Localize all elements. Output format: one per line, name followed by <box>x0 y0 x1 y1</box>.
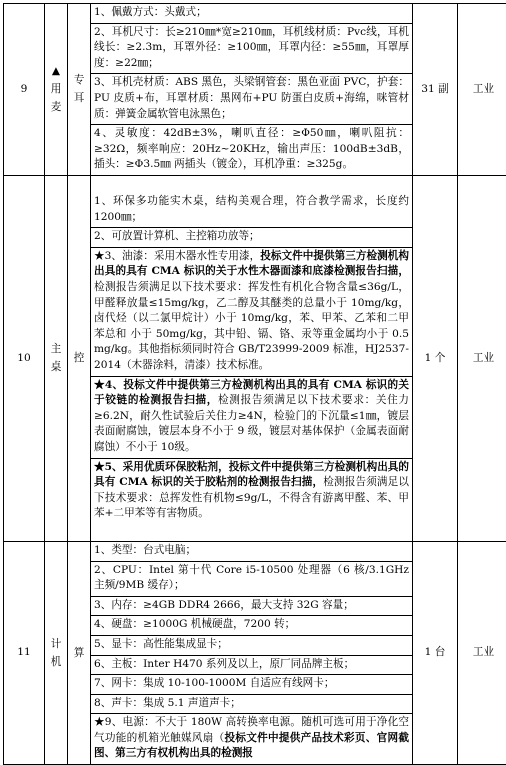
spec-cell <box>91 4 413 176</box>
spec-line: 2、耳机尺寸：长≥210㎜*宽≥210㎜，耳机线材质：Pvc线，耳机线长：≥2.3m，耳罩外径：≥100㎜，耳罩内径：≥55㎜，耳罩厚度：≥22㎜； <box>91 24 412 75</box>
spec-line <box>91 377 412 459</box>
row-number: 9 <box>4 4 45 176</box>
spec-text: 检测报告须满足以下技术要求：挥发性有机化合物含量≤36g/L，甲醛释放量≤15mg/kg，乙二醇及其醚类的总量小于 10mg/kg，卤代烃（以二氯甲烷计）小于 10mg/kg，苯、甲苯、乙苯和二甲苯总和 小于 50mg/kg，其中铅、镉、铬、汞等重金属均小于 0.5 mg/kg。其他指标须同时符合 GB/T23999-2009 标准，HJ2537-2014（木器涂料，清漆）技术标准。 <box>94 281 409 371</box>
quantity: 1 个 <box>413 175 458 541</box>
item-name-text: 计 机 <box>45 635 67 671</box>
spec-line <box>91 714 412 764</box>
item-name-text: 算 <box>68 644 90 662</box>
item-name-part-a <box>45 541 68 764</box>
spec-bold-text: 投标文件中提供第三方检测机构出具的具有 CMA 标识的关于水性木器面漆和底漆检测报告扫描， <box>94 250 409 278</box>
spec-cell <box>91 175 413 541</box>
category: 工业 <box>458 541 506 764</box>
spec-bold-text: 投标文件中提供第三方检测机构出具的具有 CMA 标识的关于铰链的检测报告扫描， <box>94 379 409 407</box>
spec-line: 1、类型：台式电脑； <box>91 542 412 562</box>
table-row <box>4 175 506 541</box>
item-name-part-a <box>45 4 68 176</box>
spec-bold-text: 投标文件中提供第三方检测机构出具的具有 CMA 标识的关于胶粘剂的检测报告扫描， <box>94 461 409 489</box>
table-row <box>4 541 506 764</box>
item-name-text: 专 耳 <box>68 71 90 107</box>
spec-text: ★3、油漆：采用木器水性专用漆， <box>94 250 260 262</box>
spec-line: 4、灵敏度：42dB±3%，喇叭直径：≥Φ50㎜，喇叭阻抗：≥32Ω，频率响应：20Hz~20KHz，输出声压：100dB±3dB，插头：≥Φ3.5㎜ 两插头（镀金），耳机净重：≥325g。 <box>91 125 412 175</box>
spec-table <box>3 3 506 765</box>
quantity: 1 台 <box>413 541 458 764</box>
item-name-part-b <box>68 541 91 764</box>
spec-line <box>91 459 412 524</box>
spec-text: 检测报告须满足以下技术要求：总挥发性有机物≤9g/L，不得含有游离甲醛、苯、甲苯+二甲苯等有害物质。 <box>94 476 409 519</box>
spec-line: 8、声卡：集成 5.1 声道声卡； <box>91 695 412 715</box>
spec-line: 3、耳机壳材质：ABS 黑色，头梁钢管套：黑色亚面 PVC，护套：PU 皮质+布，耳罩材质：黑网布+PU 防蛋白皮质+海绵，咪管材质：弹簧金属软管电泳黑色； <box>91 74 412 125</box>
spec-text: ★4、 <box>94 379 123 391</box>
spec-line: 4、硬盘：≥1000G 机械硬盘，7200 转； <box>91 616 412 636</box>
spec-line: 1、环保多功能实木桌，结构美观合理，符合教学需求，长度约 1200㎜； <box>91 193 412 228</box>
spec-text: ★9、电源：不大于 180W 高转换率电源。随机可选可用于净化空气功能的机箱光触媒风扇（ <box>94 716 409 744</box>
spec-text: 检测报告须满足以下技术要求：关住力≥6.2N，耐久性试验后关住力≥4N，检验门的下沉量≤1㎜，镀层表面耐腐蚀，镀层本身不小于 9 级，镀层对基体保护（金属表面耐腐蚀）不小于 10级。 <box>94 394 409 453</box>
item-name-part-a <box>45 175 68 541</box>
spec-line <box>91 248 412 377</box>
item-name-text: 主 桌 <box>45 340 67 376</box>
quantity: 31 副 <box>413 4 458 176</box>
row-number: 10 <box>4 175 45 541</box>
table-row <box>4 4 506 176</box>
spec-line: 7、网卡：集成 10-100-1000M 自适应有线网卡； <box>91 675 412 695</box>
spec-line: 6、主板：Inter H470 系列及以上，原厂同品牌主板； <box>91 656 412 676</box>
row-number: 11 <box>4 541 45 764</box>
item-name-part-b <box>68 4 91 176</box>
spec-text: ★5、采用优质环保胶粘剂， <box>94 461 229 473</box>
spec-bold-text: 投标文件中提供产品技术彩页、官网截图、第三方有权机构出具的检测报 <box>94 732 409 760</box>
item-name-part-b <box>68 175 91 541</box>
spec-line: 1、佩戴方式：头戴式； <box>91 4 412 24</box>
spec-line: 2、可放置计算机、主控箱功放等； <box>91 228 412 248</box>
item-name-text: ▲ 用 麦 <box>45 62 67 116</box>
item-name-text: 控 <box>68 349 90 367</box>
spec-line: 5、显卡：高性能集成显卡； <box>91 636 412 656</box>
category: 工业 <box>458 175 506 541</box>
spec-cell <box>91 541 413 764</box>
spec-line: 2、CPU：Intel 第十代 Core i5-10500 处理器（6 核/3.1GHz 主频/9MB 缓存）； <box>91 562 412 597</box>
category: 工业 <box>458 4 506 176</box>
spec-line: 3、内存：≥4GB DDR4 2666，最大支持 32G 容量； <box>91 597 412 617</box>
